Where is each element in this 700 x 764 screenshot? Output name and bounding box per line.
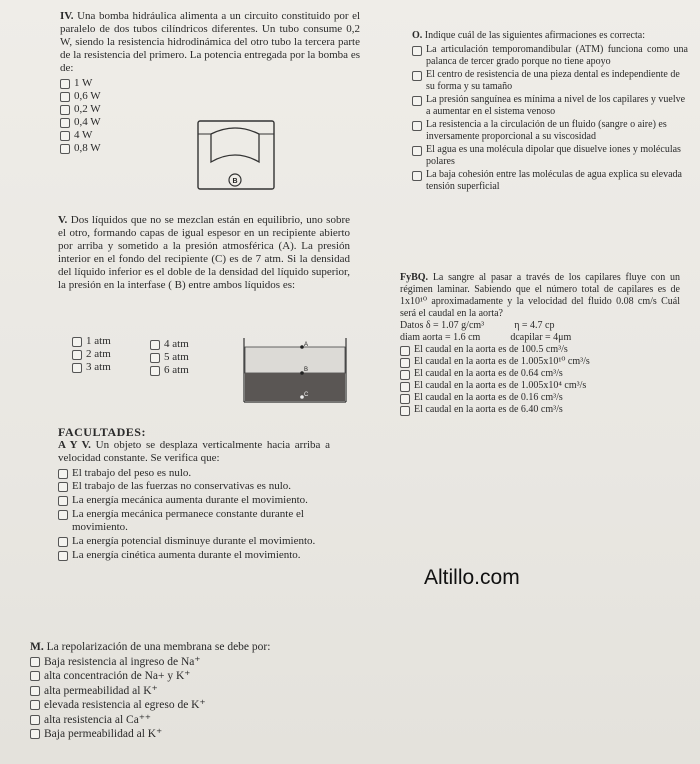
option[interactable]: La energía mecánica permanece constante durante el movimiento. [58, 508, 330, 534]
option[interactable]: alta concentración de Na+ y K⁺ [30, 669, 330, 684]
checkbox[interactable] [30, 715, 40, 725]
question-m [30, 640, 330, 742]
point-b-label: B [304, 367, 309, 373]
question-ayv [58, 426, 330, 562]
question-text: Dos líquidos que no se mezclan están en equilibrio, uno sobre el otro, formando capas de igual espesor en un recipiente abierto por arriba y sometido a la presión atmosférica (A). La presión interior en el fondo del recipiente (C) es de 7 atm. Si la densidad del líquido inferior es el doble de la densidad del líquido superior, la presión en la interfase ( B) entre ambos líquidos es: [58, 214, 351, 291]
option[interactable]: 4 atm [150, 338, 189, 351]
option[interactable]: La energía cinética aumenta durante el movimiento. [58, 549, 330, 562]
question-number: M. [30, 641, 44, 653]
checkbox[interactable] [58, 551, 68, 561]
checkbox[interactable] [400, 406, 410, 416]
checkbox[interactable] [72, 363, 82, 373]
checkbox[interactable] [60, 144, 70, 154]
option[interactable]: Baja resistencia al ingreso de Na⁺ [30, 655, 330, 670]
question-text: Indique cuál de las siguientes afirmaciones es correcta: [424, 30, 645, 41]
option[interactable]: Baja permeabilidad al K⁺ [30, 727, 330, 742]
pump-circuit-diagram [195, 118, 277, 194]
checkbox[interactable] [58, 537, 68, 547]
checkbox[interactable] [60, 118, 70, 128]
section-heading: FACULTADES: [58, 425, 146, 439]
option[interactable]: 0,2 W [60, 103, 360, 116]
checkbox[interactable] [30, 657, 40, 667]
point-a-label: A [304, 342, 309, 348]
option[interactable]: alta permeabilidad al K⁺ [30, 684, 330, 699]
checkbox[interactable] [412, 96, 422, 106]
checkbox[interactable] [412, 46, 422, 56]
option[interactable]: elevada resistencia al egreso de K⁺ [30, 698, 330, 713]
checkbox[interactable] [400, 358, 410, 368]
checkbox[interactable] [60, 79, 70, 89]
question-fybq [400, 272, 680, 416]
data-line: Datos δ = 1.07 g/cm³ η = 4.7 cp [400, 320, 555, 331]
checkbox[interactable] [58, 496, 68, 506]
option[interactable]: 5 atm [150, 351, 189, 364]
checkbox[interactable] [58, 510, 68, 520]
question-text: Una bomba hidráulica alimenta a un circuito constituido por el paralelo de dos tubos cilíndricos diferentes. Un tubo consume 0,2 W, siendo la resistencia hidrodinámica del otro tubo la tercera parte de la resistencia del primero. La potencia entregada por la bomba es de: [60, 10, 361, 74]
option[interactable]: 3 atm [72, 361, 111, 374]
question-o [412, 30, 688, 193]
q5-options-col1 [72, 335, 111, 374]
option[interactable]: 6 atm [150, 364, 189, 377]
checkbox[interactable] [58, 482, 68, 492]
option[interactable]: La energía mecánica aumenta durante el movimiento. [58, 494, 330, 507]
question-number: FyBQ. [400, 272, 429, 283]
option[interactable]: 0,8 W [60, 142, 360, 155]
option[interactable]: La energía potencial disminuye durante el movimiento. [58, 535, 330, 548]
question-text: La sangre al pasar a través de los capilares fluye con un régimen laminar. Sabiendo que el número total de capilares es de 1x10¹⁰ aproximadamente y la velocidad del fluido 0.08 cm/s Cuál será el caudal en la aorta? [400, 272, 681, 319]
checkbox[interactable] [30, 700, 40, 710]
option[interactable]: La presión sanguínea es mínima a nivel de los capilares y vuelve a aumentar en el sistema venoso [412, 94, 688, 118]
checkbox[interactable] [150, 340, 160, 350]
watermark: Altillo.com [424, 566, 520, 589]
question-text: La repolarización de una membrana se debe por: [46, 641, 271, 653]
question-number: O. [412, 30, 423, 41]
option[interactable]: alta resistencia al Ca⁺⁺ [30, 713, 330, 728]
checkbox[interactable] [30, 671, 40, 681]
option[interactable]: El trabajo de las fuerzas no conservativas es nulo. [58, 480, 330, 493]
question-text: Un objeto se desplaza verticalmente hacia arriba a velocidad constante. Se verifica que: [58, 439, 331, 464]
checkbox[interactable] [412, 121, 422, 131]
checkbox[interactable] [400, 370, 410, 380]
option[interactable]: La articulación temporomandibular (ATM) funciona como una palanca de tercer grado porque no tiene apoyo [412, 44, 688, 68]
option[interactable]: El agua es una molécula dipolar que disuelve iones y moléculas polares [412, 144, 688, 168]
option[interactable]: 0,6 W [60, 90, 360, 103]
option[interactable]: El caudal en la aorta es de 0.64 cm³/s [400, 368, 680, 380]
option[interactable]: El caudal en la aorta es de 0.16 cm³/s [400, 392, 680, 404]
question-v [58, 214, 350, 292]
option[interactable]: 4 W [60, 129, 360, 142]
checkbox[interactable] [412, 71, 422, 81]
data-line: diam aorta = 1.6 cm dcapilar = 4μm [400, 332, 572, 343]
checkbox[interactable] [58, 469, 68, 479]
option[interactable]: El caudal en la aorta es de 100.5 cm³/s [400, 344, 680, 356]
option[interactable]: 1 atm [72, 335, 111, 348]
checkbox[interactable] [30, 686, 40, 696]
option[interactable]: 1 W [60, 77, 360, 90]
checkbox[interactable] [400, 346, 410, 356]
question-number: A Y V. [58, 439, 91, 451]
checkbox[interactable] [412, 146, 422, 156]
checkbox[interactable] [400, 382, 410, 392]
option[interactable]: El caudal en la aorta es de 1.005x10⁴ cm³/s [400, 380, 680, 392]
option[interactable]: El caudal en la aorta es de 1.005x10¹⁰ cm³/s [400, 356, 680, 368]
option[interactable]: La resistencia a la circulación de un fluido (sangre o aire) es inversamente proporcional a su viscosidad [412, 119, 688, 143]
checkbox[interactable] [60, 131, 70, 141]
q5-options-col2 [150, 338, 189, 377]
liquid-container-diagram [240, 336, 350, 404]
option[interactable]: La baja cohesión entre las moléculas de agua explica su elevada tensión superficial [412, 169, 688, 193]
checkbox[interactable] [400, 394, 410, 404]
checkbox[interactable] [60, 105, 70, 115]
option[interactable]: El caudal en la aorta es de 6.40 cm³/s [400, 404, 680, 416]
point-c-label: C [304, 392, 309, 398]
checkbox[interactable] [60, 92, 70, 102]
pump-label: B [232, 178, 238, 185]
checkbox[interactable] [412, 171, 422, 181]
option[interactable]: El trabajo del peso es nulo. [58, 467, 330, 480]
checkbox[interactable] [150, 353, 160, 363]
checkbox[interactable] [30, 729, 40, 739]
option[interactable]: 2 atm [72, 348, 111, 361]
checkbox[interactable] [72, 350, 82, 360]
option[interactable]: 0,4 W [60, 116, 360, 129]
question-number: IV. [60, 10, 74, 22]
checkbox[interactable] [150, 366, 160, 376]
option[interactable]: El centro de resistencia de una pieza dental es independiente de su forma y su tamaño [412, 69, 688, 93]
question-number: V. [58, 214, 68, 226]
checkbox[interactable] [72, 337, 82, 347]
